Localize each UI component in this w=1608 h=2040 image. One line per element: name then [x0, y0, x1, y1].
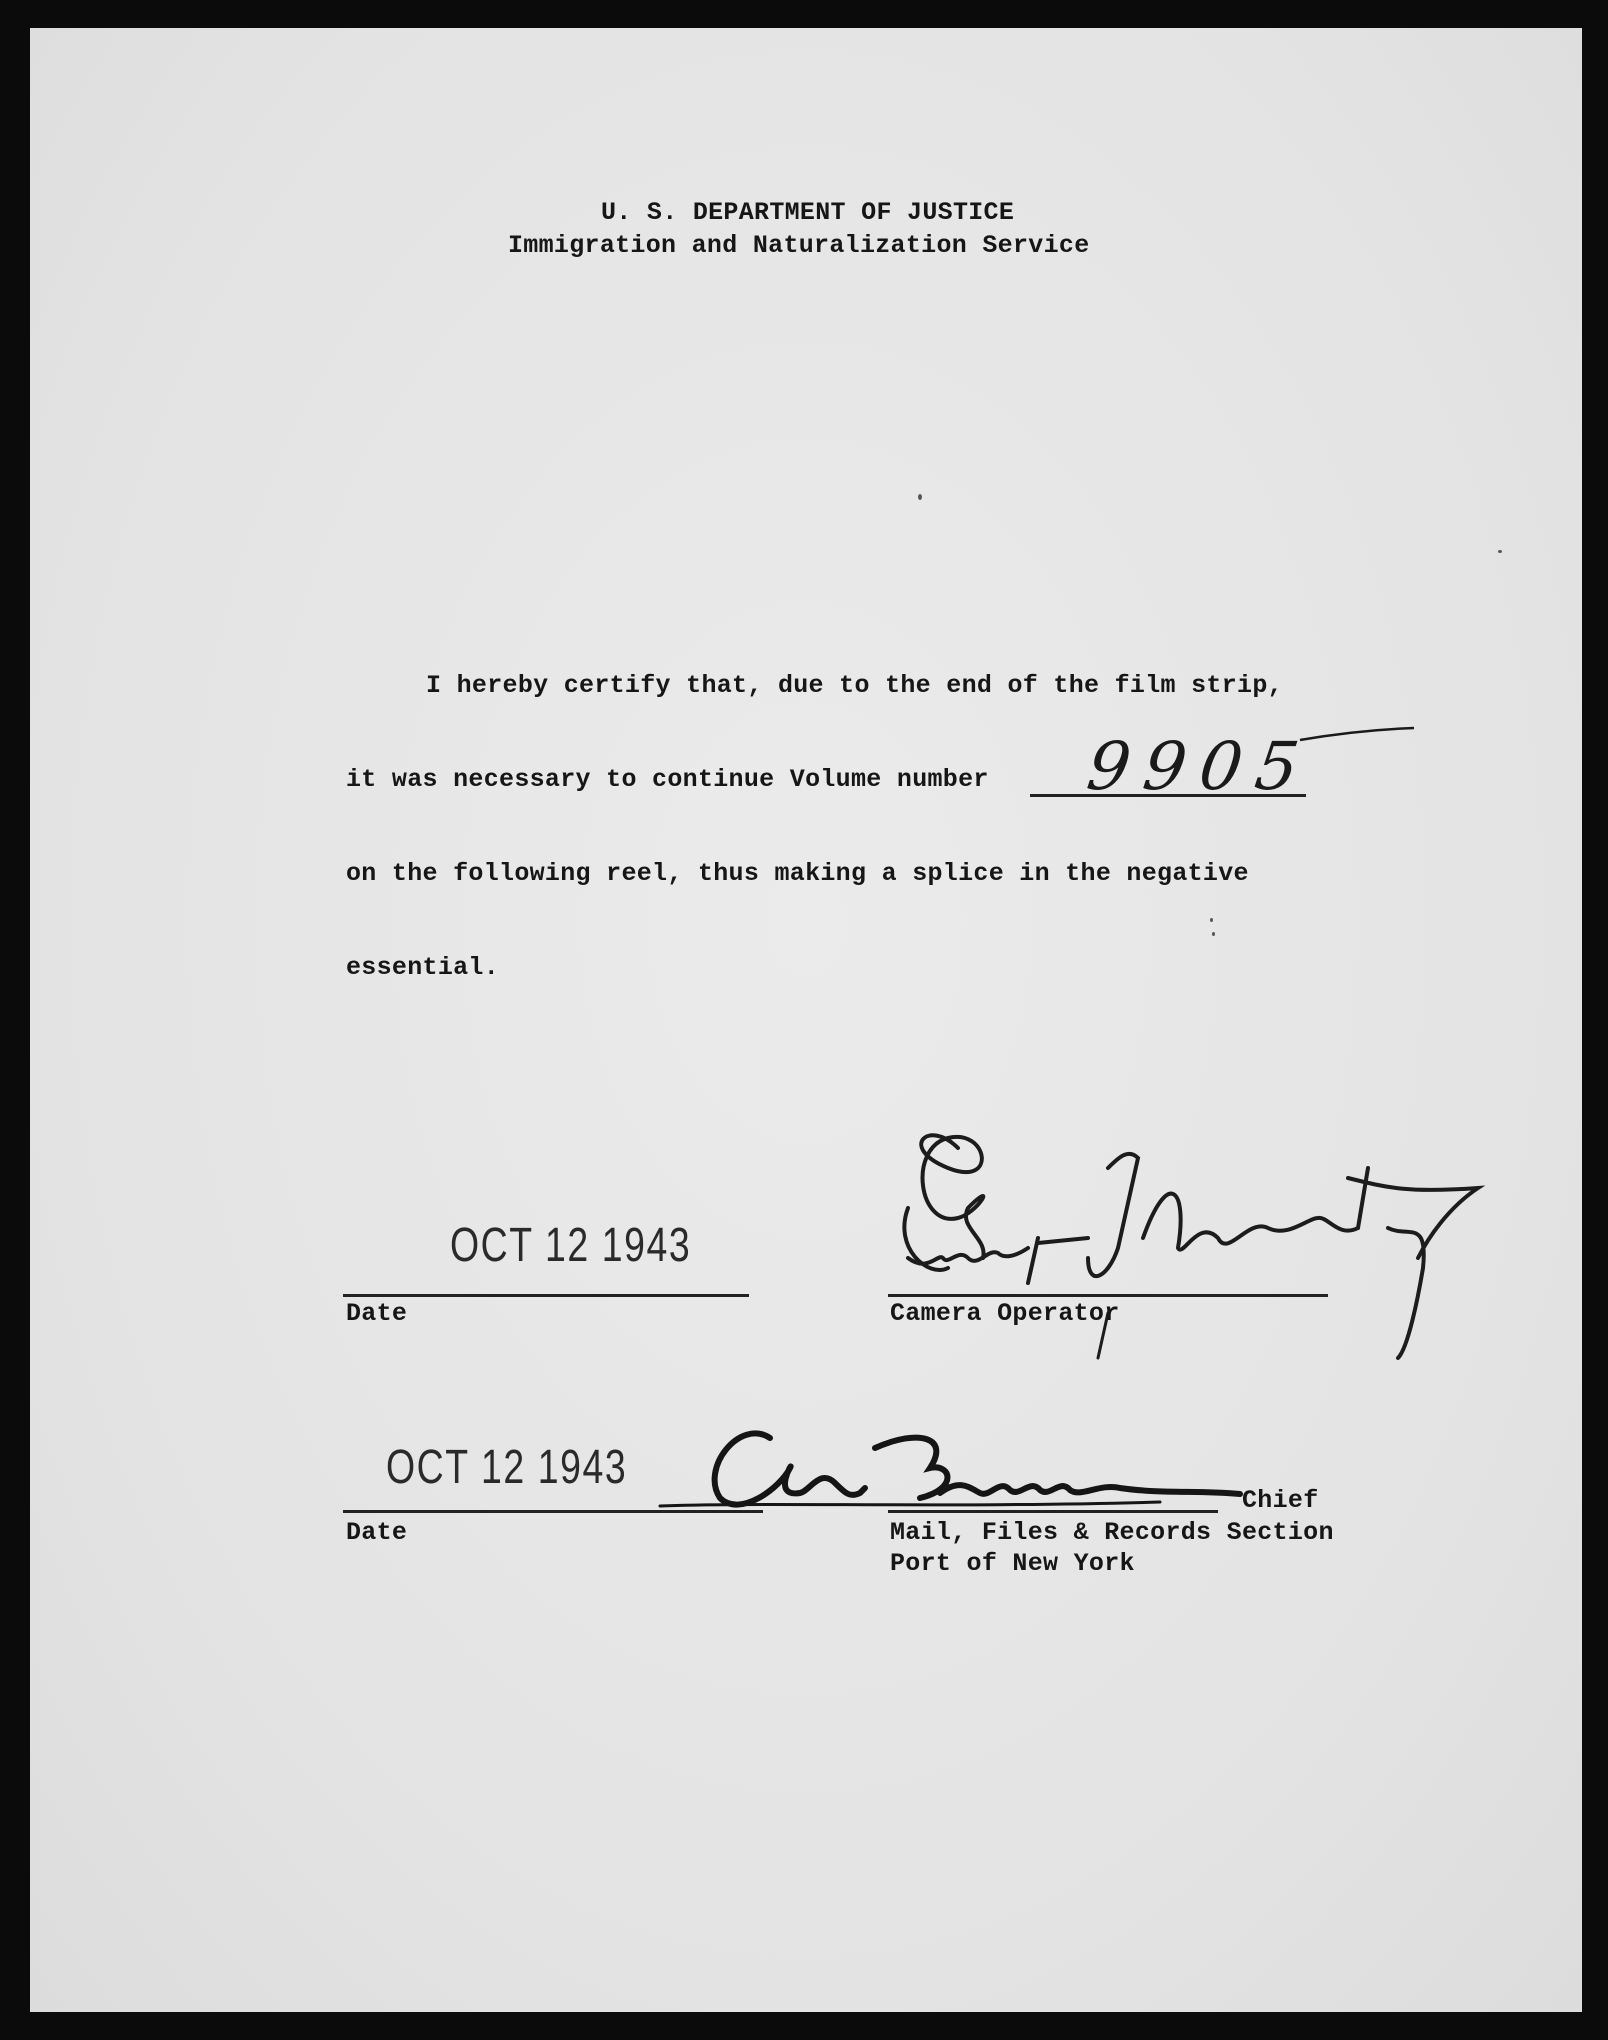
camera-operator-label: Camera Operator: [890, 1299, 1120, 1328]
certification-text-line-4: essential.: [346, 953, 500, 982]
date-stamp-2: OCT 12 1943: [386, 1441, 628, 1494]
volume-number-underline: [1030, 794, 1306, 797]
service-heading: Immigration and Naturalization Service: [508, 231, 1090, 260]
date-stamp-1: OCT 12 1943: [450, 1219, 692, 1272]
film-speck: [1498, 550, 1502, 553]
chief-port: Port of New York: [890, 1549, 1135, 1578]
date-label-2: Date: [346, 1518, 408, 1547]
camera-operator-signature: [888, 1108, 1488, 1368]
volume-number-flourish: [1298, 726, 1418, 746]
document-sheet: [30, 28, 1582, 2012]
film-speck: [1212, 932, 1215, 936]
certification-text-line-3: on the following reel, thus making a splice in the negative: [346, 859, 1249, 888]
chief-title: Chief: [1242, 1486, 1319, 1515]
chief-signature: [660, 1398, 1280, 1528]
film-speck: [918, 494, 922, 500]
film-speck: [1210, 918, 1213, 922]
certification-text-line-2: it was necessary to continue Volume number: [346, 765, 989, 794]
chief-department: Mail, Files & Records Section: [890, 1518, 1334, 1547]
certification-text-line-1: I hereby certify that, due to the end of the film strip,: [426, 671, 1283, 700]
date-label-1: Date: [346, 1299, 408, 1328]
department-heading: U. S. DEPARTMENT OF JUSTICE: [601, 198, 1015, 227]
volume-number-handwritten: 9905: [1082, 728, 1318, 805]
camera-operator-signature-line: [888, 1294, 1328, 1297]
date-line-1: [343, 1294, 749, 1297]
chief-signature-line: [888, 1510, 1218, 1513]
